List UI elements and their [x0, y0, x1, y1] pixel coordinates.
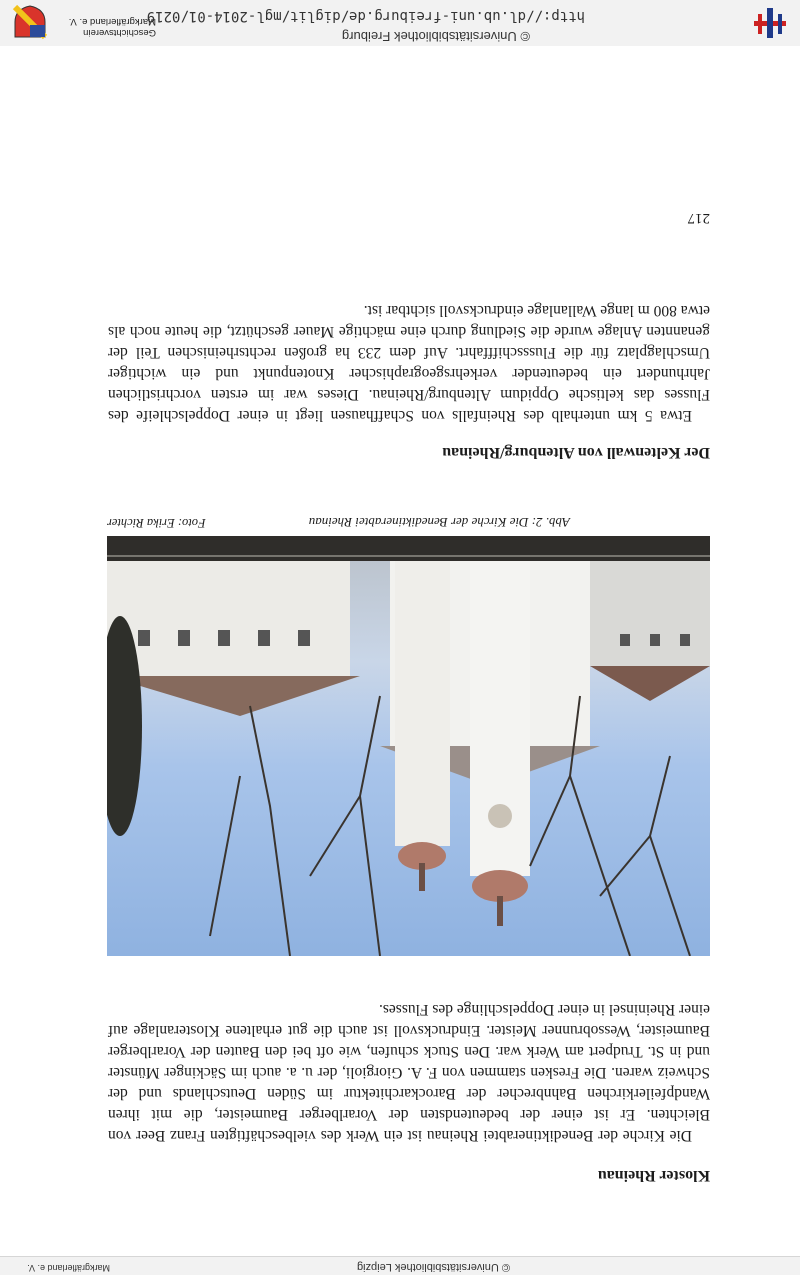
- society-name: [69, 16, 156, 38]
- footer-society: Markgräflerland e. V.: [27, 1263, 110, 1273]
- society-line-2: Markgräflerland e. V.: [68, 16, 156, 27]
- footer-credit: © Universitätsbibliothek Leipzig: [356, 1261, 510, 1273]
- section-text-kloster: [108, 999, 710, 1146]
- viewer-footer: [0, 1256, 800, 1275]
- document-page: [0, 46, 800, 1256]
- university-logo-icon: [750, 6, 790, 40]
- page-number: 217: [687, 210, 710, 226]
- viewer-footer-flipped: [0, 1257, 800, 1275]
- library-credit: © Universitätsbibliothek Freiburg: [341, 29, 530, 44]
- church-photo: [107, 536, 710, 956]
- society-crest-icon: [12, 4, 48, 40]
- paragraph-keltenwall: Etwa 5 km unterhalb des Rheinfalls von Schaffhausen liegt in einer Doppelschleife des Flusses das keltische Oppidum Altenburg/Rheinau. Dieses war im ersten vorchristlichen Jahrhundert ein bedeutender verkehrsgeographischer Knotenpunkt und ein wichtiger Umschlagplatz für die Flussschifffahrt. Auf dem 233 ha großen rechtsrheinischen Teil der genannten Anlage wurde die Siedlung durch eine mächtige Mauer geschützt, die heute noch als etwa 800 m lange Wallanlage eindrucksvoll sichtbar ist.: [108, 302, 710, 424]
- viewer-header-flipped: [0, 0, 800, 46]
- section-heading-keltenwall: Der Keltenwall von Altenburg/Rheinau: [442, 444, 710, 461]
- section-text-keltenwall: [108, 300, 710, 426]
- photo-credit: Foto: Erika Richter: [107, 516, 206, 530]
- viewer-header: [0, 0, 800, 47]
- figure-caption: Abb. 2: Die Kirche der Benediktinerabtei Rheinau: [308, 515, 570, 530]
- society-line-1: Geschichtsverein: [83, 27, 156, 38]
- section-heading-kloster: Kloster Rheinau: [597, 1167, 710, 1184]
- document-url-link[interactable]: http://dl.ub.uni-freiburg.de/diglit/mgl-2014-01/0219: [146, 8, 585, 24]
- church-photo-image: [107, 536, 710, 956]
- page-content-rotated: [0, 46, 800, 1256]
- paragraph-kloster: Die Kirche der Benediktinerabtei Rheinau ist ein Werk des vielbeschäftigten Franz Beer von Bleichten. Er ist einer der bedeutendsten der Vorarlberger Baumeister, die mit ihren Wandpfeilerkirchen Bahnbrecher der Barockarchitektur im Süden Deutschlands und der Schweiz waren. Die Fresken stammen von F. A. Giorgioli, der u. a. auch im Säckinger Münster und in St. Trudpert am Werk war. Den Stuck schufen, wie oft bei den Bauten der Vorarlberger Baumeister, Wessobrunner Meister. Eindrucksvoll ist auch die gut erhaltene Klosteranlage auf einer Rheininsel in einer Doppelschlinge des Flusses.: [108, 1001, 710, 1144]
